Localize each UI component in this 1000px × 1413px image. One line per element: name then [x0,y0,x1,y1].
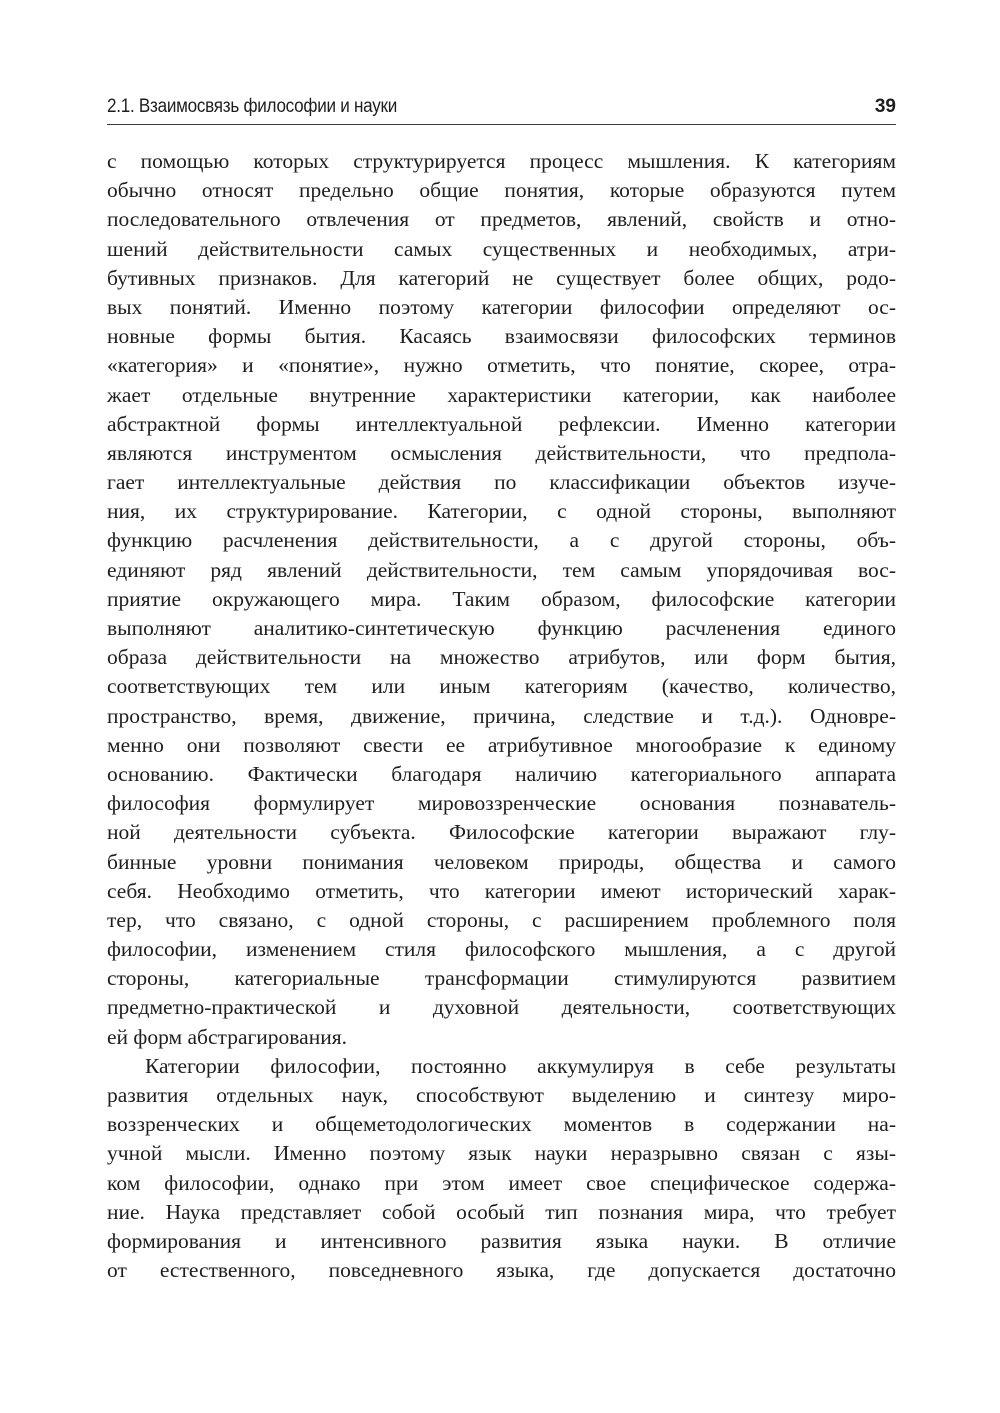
paragraph-2 [107,1052,896,1286]
text-line: новные формы бытия. Касаясь взаимосвязи философских терминов [107,324,896,349]
text-line: соответствующих тем или иным категориям (качество, количество, [107,674,896,699]
text-line: выполняют аналитико-синтетическую функцию расчленения единого [107,616,896,640]
text-line: формирования и интенсивного развития языка науки. В отличие [107,1228,896,1253]
text-line: тер, что связано, с одной стороны, с расширением проблемного поля [107,907,896,932]
text-line: «категория» и «понятие», нужно отметить, что понятие, скорее, отра- [107,353,896,378]
text-line: функцию расчленения действительности, а с другой стороны, объ- [107,528,896,553]
text-line: шений действительности самых существенных и необходимых, атри- [107,236,896,261]
text-line: ния, их структурирование. Категории, с одной стороны, выполняют [107,499,896,524]
body-text [107,147,896,1285]
text-line: вых понятий. Именно поэтому категории философии определяют ос- [107,294,896,319]
text-line: основанию. Фактически благодаря наличию категориального аппарата [107,761,896,786]
text-line: ной деятельности субъекта. Философские категории выражают глу- [107,820,896,845]
text-line: являются инструментом осмысления действительности, что предпола- [107,440,896,465]
text-line: ей форм абстрагирования. [107,1024,347,1049]
text-line: предметно-практической и духовной деятельности, соответствующих [107,995,896,1020]
page-number: 39 [874,96,896,117]
text-line: себя. Необходимо отметить, что категории имеют исторический харак- [107,878,896,903]
text-line: от естественного, повседневного языка, где допускается достаточно [107,1258,896,1283]
text-line: Категории философии, постоянно аккумулируя в себе результаты [145,1053,896,1078]
section-title: 2.1. Взаимосвязь философии и науки [107,96,397,117]
text-line: воззренческих и общеметодологических моментов в содержании на- [107,1112,896,1137]
text-line: жает отдельные внутренние характеристики категории, как наиболее [107,382,896,407]
text-line: философии, изменением стиля философского мышления, а с другой [107,937,896,962]
text-line: гает интеллектуальные действия по классификации объектов изуче- [107,470,896,495]
text-line: образа действительности на множество атрибутов, или форм бытия, [107,645,896,670]
text-line: учной мысли. Именно поэтому язык науки неразрывно связан с язы- [107,1141,896,1166]
text-line: философия формулирует мировоззренческие основания познаватель- [107,791,896,816]
text-line: ком философии, однако при этом имеет свое специфическое содержа- [107,1170,896,1195]
text-line: развития отдельных наук, способствуют выделению и синтезу миро- [107,1083,896,1107]
text-line: абстрактной формы интеллектуальной рефлексии. Именно категории [107,411,896,436]
text-line: стороны, категориальные трансформации стимулируются развитием [107,966,896,991]
text-line: с помощью которых структурируется процесс мышления. К категориям [107,149,896,173]
text-line: ние. Наука представляет собой особый тип познания мира, что требует [107,1199,896,1224]
text-line: пространство, время, движение, причина, следствие и т.д.). Одновре- [107,703,896,728]
paragraph-1 [107,147,896,1052]
running-header [107,94,896,125]
text-line: бутивных признаков. Для категорий не существует более общих, родо- [107,265,896,290]
text-line: обычно относят предельно общие понятия, которые образуются путем [107,178,896,203]
text-line: единяют ряд явлений действительности, тем самым упорядочивая вос- [107,557,896,582]
text-line: последовательного отвлечения от предметов, явлений, свойств и отно- [107,207,896,232]
text-line: бинные уровни понимания человеком природы, общества и самого [107,849,896,874]
text-line: приятие окружающего мира. Таким образом, философские категории [107,586,896,611]
text-line: менно они позволяют свести ее атрибутивное многообразие к единому [107,732,896,757]
